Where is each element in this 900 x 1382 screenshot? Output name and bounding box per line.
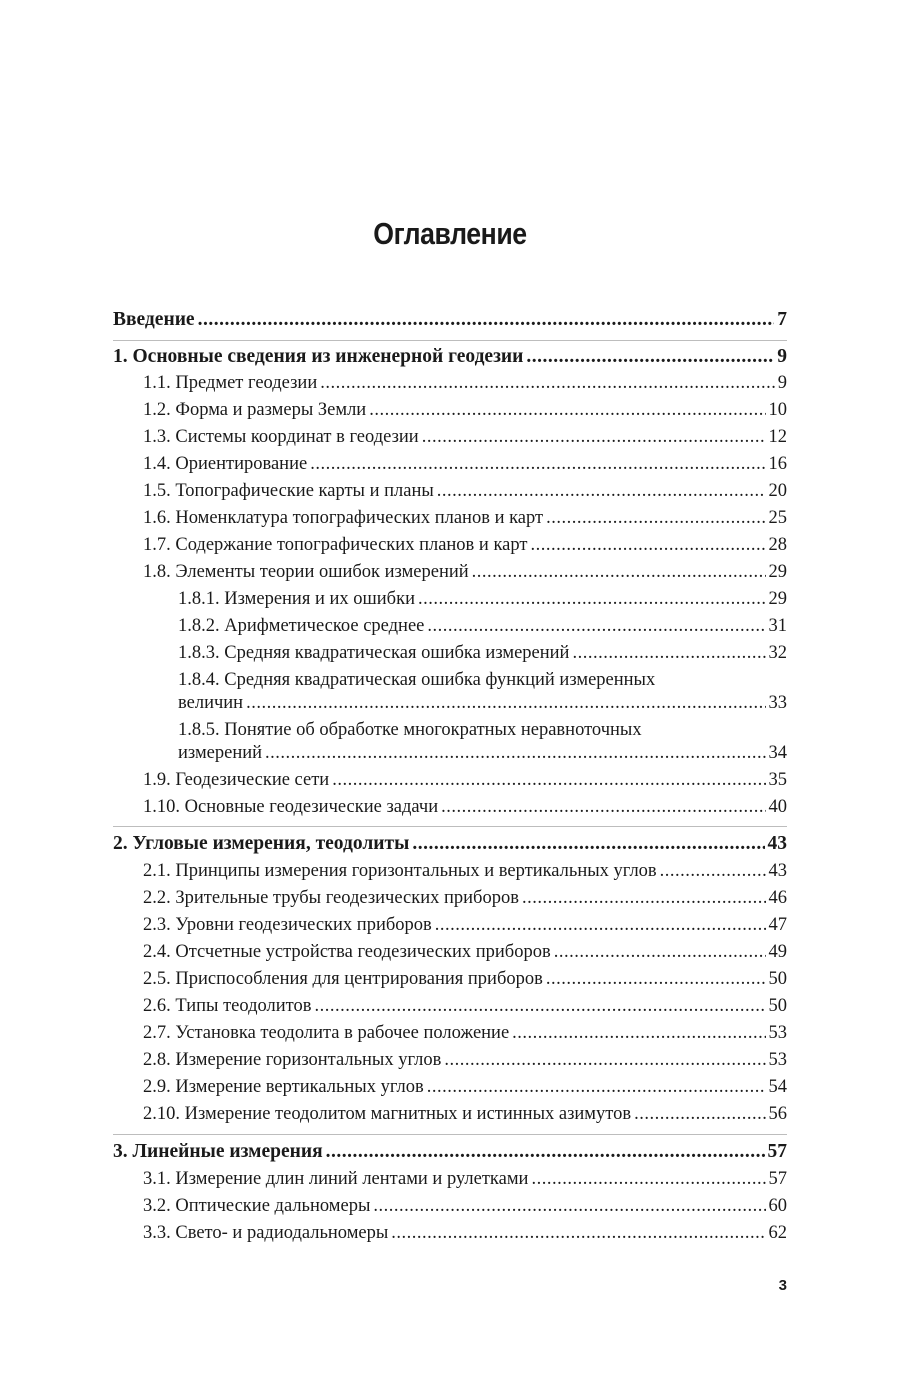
dot-leader [427,613,765,640]
toc-entry-label: 3. Линейные измерения [113,1141,323,1162]
toc-entry-label: 2.9. Измерение вертикальных углов [143,1077,424,1097]
toc-entry-page: 53 [768,1023,787,1043]
toc-entry-1-2[interactable] [143,397,787,424]
toc-entry-label: 2.8. Измерение горизонтальных углов [143,1050,442,1070]
toc-entry-page: 57 [767,1141,787,1162]
dot-leader [546,966,766,993]
toc-entry-label: 1.6. Номенклатура топографических планов и карт [143,508,544,528]
dot-leader [418,586,766,613]
toc-entry-3-2[interactable] [143,1193,787,1220]
toc-entry-page: 9 [777,346,787,367]
toc-entry-1-8[interactable] [143,559,787,586]
toc-entry-label: 1.10. Основные геодезические задачи [143,797,439,817]
toc-entry-label: 2.10. Измерение теодолитом магнитных и истинных азимутов [143,1104,632,1124]
toc-entry-label: 1.8.3. Средняя квадратическая ошибка измерений [178,643,570,663]
page-number: 3 [778,1277,787,1294]
toc-entry-page: 50 [768,996,787,1016]
toc-entry-label: 2.4. Отсчетные устройства геодезических приборов [143,942,551,962]
toc-entry-label: 1.9. Геодезические сети [143,770,330,790]
toc-entry-page: 35 [768,770,787,790]
dot-leader [572,640,765,667]
toc-entry-label: 1. Основные сведения из инженерной геодезии [113,346,524,367]
toc-entry-page: 25 [768,508,787,528]
dot-leader [554,939,766,966]
toc-entry-label: 1.5. Топографические карты и планы [143,481,434,501]
dot-leader [246,690,765,717]
toc-entry-1-9[interactable] [143,767,787,794]
toc-entry-label: 2.3. Уровни геодезических приборов [143,915,432,935]
dot-leader [198,306,775,333]
toc-entry-label: 2.6. Типы теодолитов [143,996,312,1016]
dot-leader [332,767,765,794]
toc-entry-label: измерений [178,743,263,763]
dot-leader [265,740,765,767]
toc-entry-label: 3.2. Оптические дальномеры [143,1196,371,1216]
toc-entry-1-8-5-line1[interactable]: 1.8.5. Понятие об обработке многократных неравноточных [178,720,642,740]
dot-leader [546,505,765,532]
dot-leader [441,794,765,821]
toc-entry-2-4[interactable] [143,939,787,966]
toc-entry-2-10[interactable] [143,1101,787,1128]
toc-entry-page: 60 [768,1196,787,1216]
dot-leader [427,1074,766,1101]
dot-leader [526,343,774,370]
toc-entry-label: 1.7. Содержание топографических планов и карт [143,535,528,555]
toc-entry-page: 54 [768,1077,787,1097]
toc-entry-page: 16 [768,454,787,474]
dot-leader [444,1047,765,1074]
toc-entry-page: 53 [768,1050,787,1070]
dot-leader [437,478,766,505]
toc-entry-page: 57 [768,1169,787,1189]
toc-entry-introduction[interactable] [113,306,787,333]
toc-entry-1-3[interactable] [143,424,787,451]
toc-entry-2-8[interactable] [143,1047,787,1074]
toc-entry-1-8-1[interactable] [178,586,787,613]
toc-entry-1-10[interactable] [143,794,787,821]
toc-entry-label: 1.2. Форма и размеры Земли [143,400,367,420]
toc-entry-page: 43 [767,833,787,854]
toc-entry-1-8-5[interactable] [178,740,787,767]
toc-entry-1-6[interactable] [143,505,787,532]
toc-entry-page: 9 [777,373,787,393]
toc-entry-page: 10 [768,400,787,420]
toc-entry-label: величин [178,693,244,713]
toc-entry-page: 12 [768,427,787,447]
toc-entry-1-1[interactable] [143,370,787,397]
dot-leader [512,1020,765,1047]
dot-leader [522,885,766,912]
toc-entry-2-6[interactable] [143,993,787,1020]
toc-entry-label: 1.4. Ориентирование [143,454,308,474]
toc-entry-page: 31 [768,616,787,636]
dot-leader [373,1193,765,1220]
dot-leader [310,451,765,478]
dot-leader [634,1101,765,1128]
dot-leader [326,1138,765,1165]
toc-entry-chapter-1[interactable] [113,343,787,370]
toc-entry-page: 20 [768,481,787,501]
dot-leader [314,993,765,1020]
toc-entry-page: 29 [768,589,787,609]
toc-entry-page: 56 [768,1104,787,1124]
toc-entry-chapter-2[interactable] [113,830,787,857]
toc-entry-1-4[interactable] [143,451,787,478]
toc-entry-label: 1.8.1. Измерения и их ошибки [178,589,415,609]
section-divider [113,826,787,827]
toc-entry-page: 7 [777,309,787,330]
toc-entry-1-8-4[interactable] [178,690,787,717]
toc-entry-1-8-2[interactable] [178,613,787,640]
toc-entry-page: 49 [768,942,787,962]
toc-entry-label: 2.7. Установка теодолита в рабочее положение [143,1023,510,1043]
toc-entry-2-2[interactable] [143,885,787,912]
toc-entry-chapter-3[interactable] [113,1138,787,1165]
toc-entry-1-5[interactable] [143,478,787,505]
toc-entry-label: 3.1. Измерение длин линий лентами и рулетками [143,1169,529,1189]
dot-leader [391,1220,765,1247]
toc-entry-label: 2.5. Приспособления для центрирования приборов [143,969,543,989]
dot-leader [422,424,766,451]
toc-entry-1-8-3[interactable] [178,640,787,667]
dot-leader [320,370,775,397]
toc-entry-label: 3.3. Свето- и радиодальномеры [143,1223,389,1243]
toc-entry-2-1[interactable] [143,858,787,885]
toc-entry-label: 1.1. Предмет геодезии [143,373,318,393]
dot-leader [369,397,765,424]
dot-leader [660,858,766,885]
dot-leader [435,912,766,939]
toc-entry-label: 2. Угловые измерения, теодолиты [113,833,410,854]
toc-entry-label: 2.2. Зрительные трубы геодезических приборов [143,888,519,908]
toc-entry-3-3[interactable] [143,1220,787,1247]
toc-entry-2-5[interactable] [143,966,787,993]
toc-entry-page: 33 [768,693,787,713]
toc-entry-page: 62 [768,1223,787,1243]
dot-leader [530,532,765,559]
toc-entry-3-1[interactable] [143,1166,787,1193]
toc-entry-page: 50 [768,969,787,989]
dot-leader [412,830,764,857]
toc-entry-label: 1.3. Системы координат в геодезии [143,427,419,447]
toc-entry-page: 47 [768,915,787,935]
toc-entry-page: 46 [768,888,787,908]
toc-entry-label: Введение [113,309,195,330]
toc-entry-page: 43 [768,861,787,881]
page-title: Оглавление [373,216,527,251]
toc-entry-label: 1.8. Элементы теории ошибок измерений [143,562,469,582]
section-divider [113,1134,787,1135]
toc-entry-2-9[interactable] [143,1074,787,1101]
toc-entry-page: 29 [768,562,787,582]
toc-entry-2-3[interactable] [143,912,787,939]
toc-entry-page: 32 [768,643,787,663]
toc-entry-label: 2.1. Принципы измерения горизонтальных и вертикальных углов [143,861,657,881]
dot-leader [531,1166,765,1193]
toc-entry-1-7[interactable] [143,532,787,559]
toc-entry-page: 28 [768,535,787,555]
toc-entry-page: 40 [768,797,787,817]
toc-entry-label: 1.8.2. Арифметическое среднее [178,616,425,636]
dot-leader [472,559,766,586]
toc-entry-1-8-4-line1[interactable]: 1.8.4. Средняя квадратическая ошибка функций измеренных [178,670,656,690]
toc-entry-2-7[interactable] [143,1020,787,1047]
toc-entry-page: 34 [768,743,787,763]
section-divider [113,340,787,341]
